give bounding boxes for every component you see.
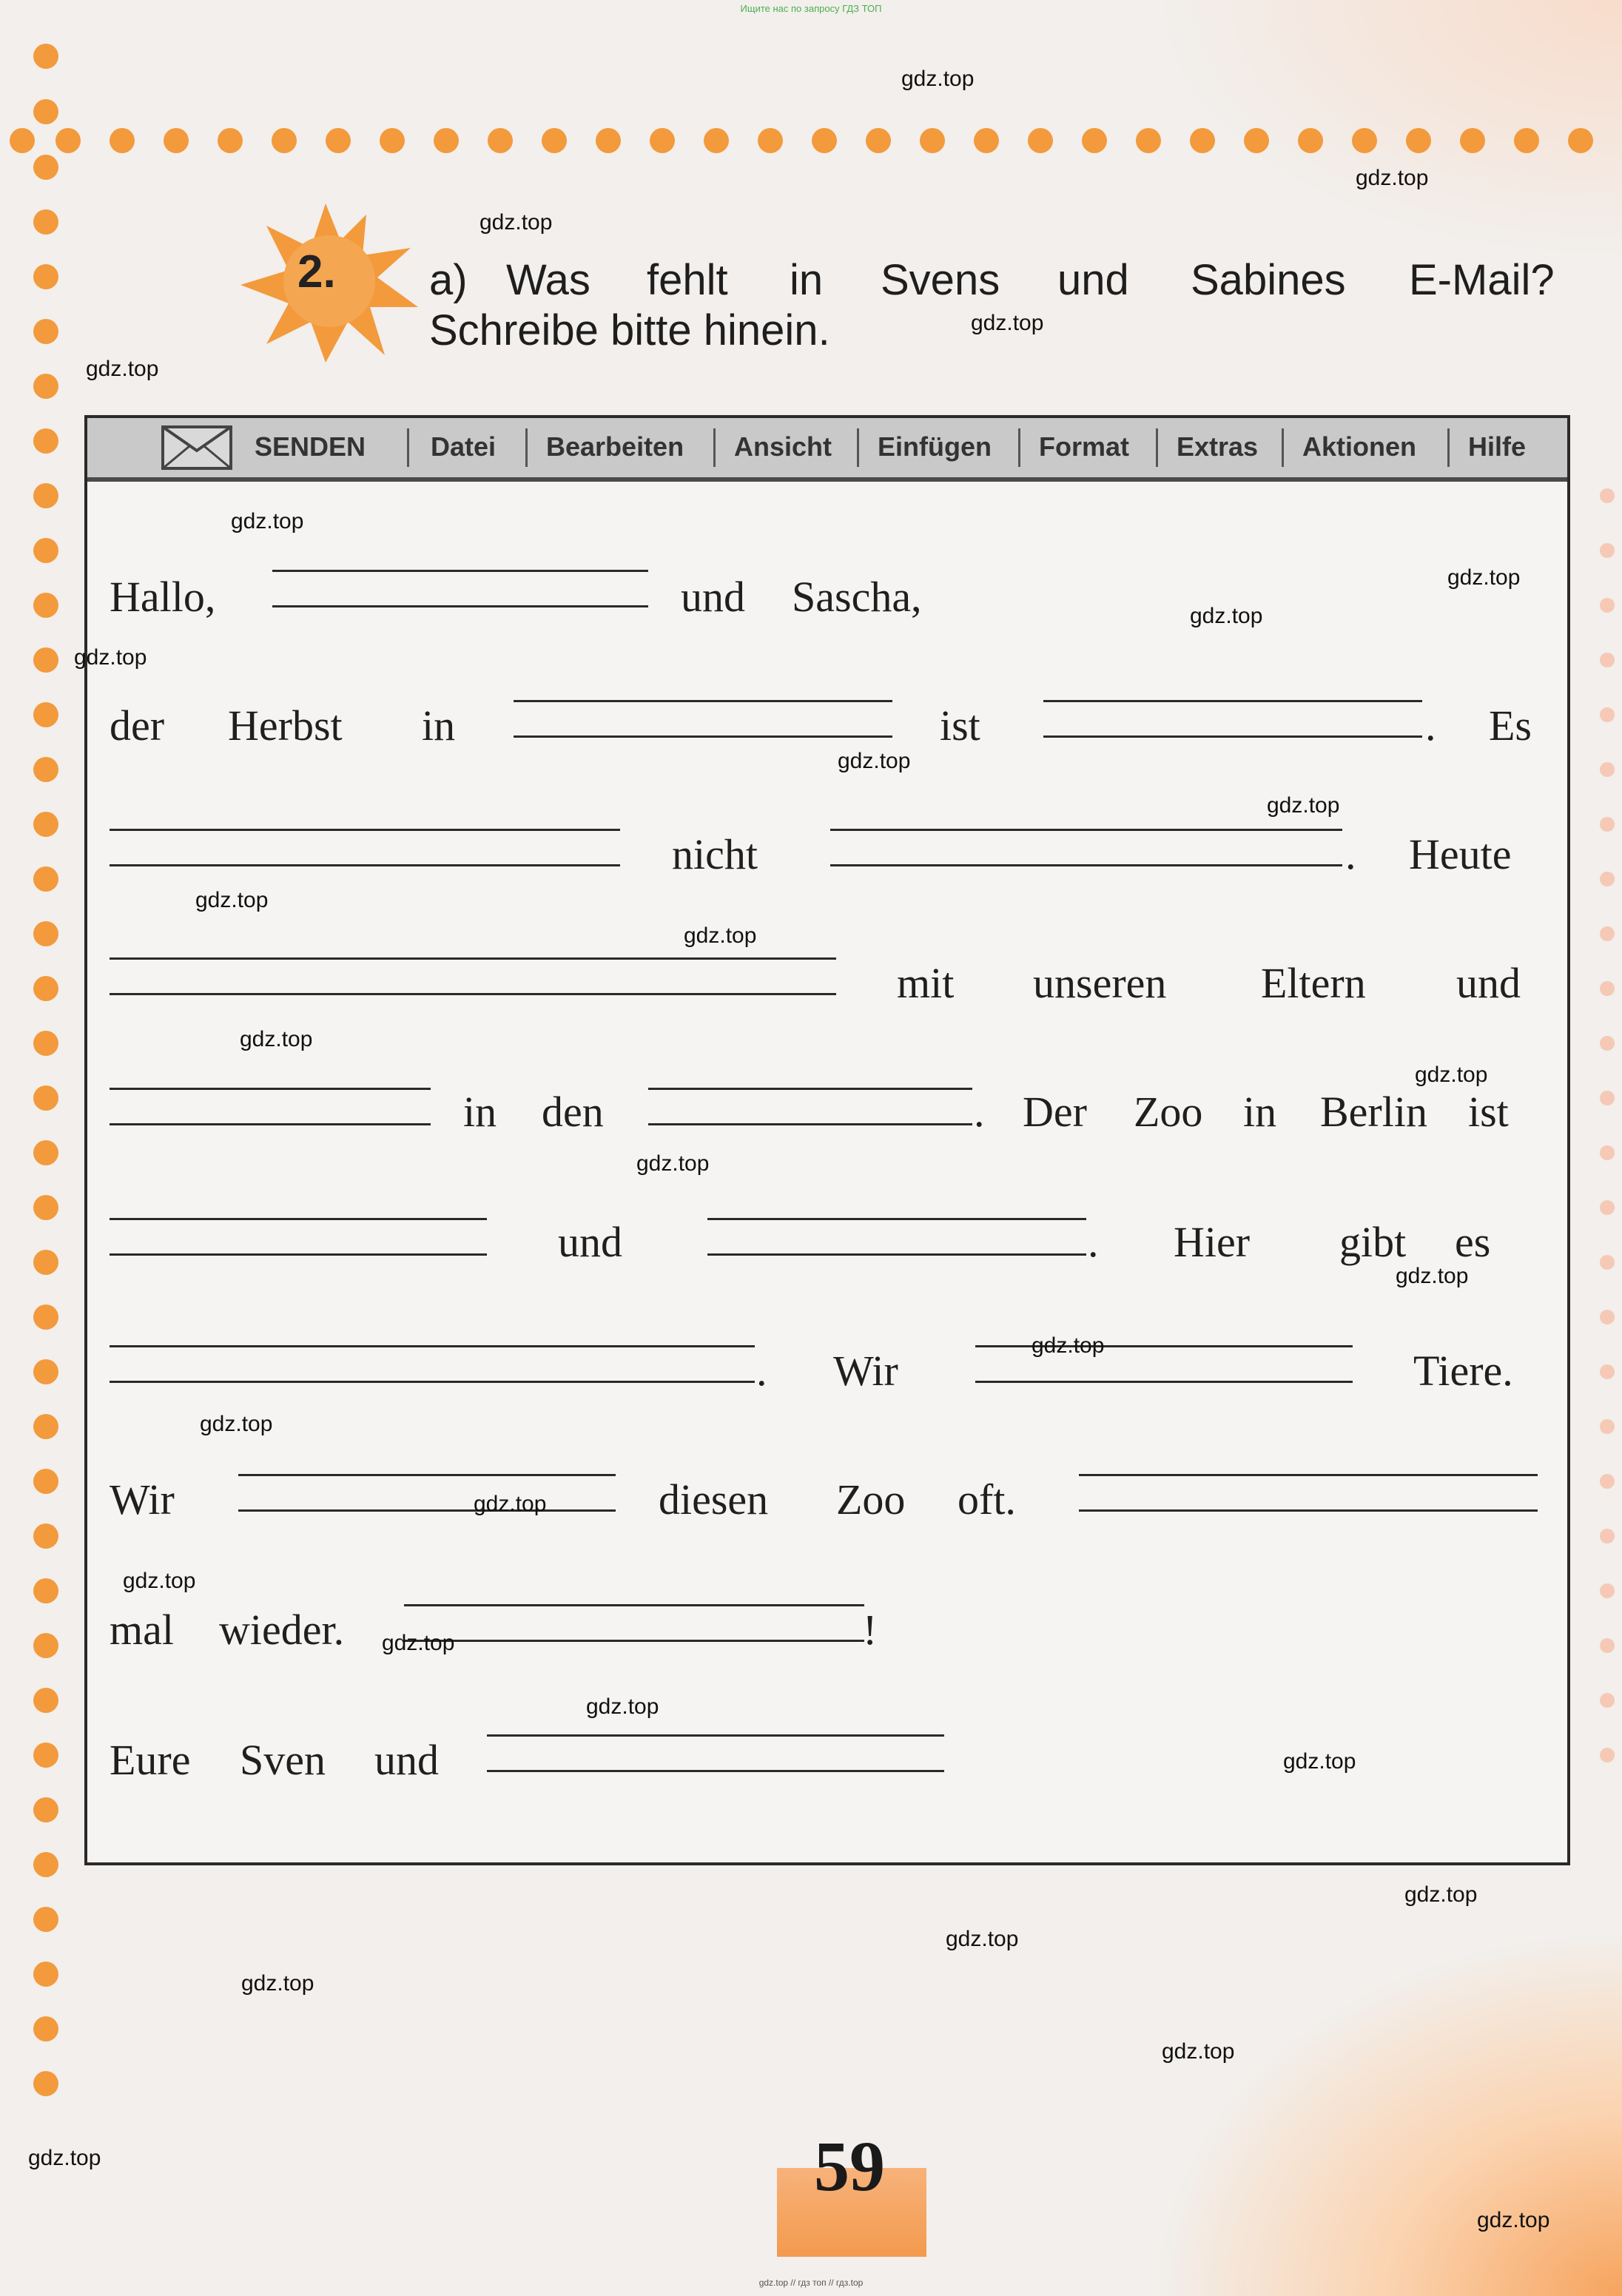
watermark: gdz.top — [28, 2146, 101, 2170]
email-word: Zoo — [1134, 1088, 1203, 1136]
watermark: gdz.top — [1396, 1264, 1469, 1288]
punctuation: . — [756, 1347, 767, 1395]
task-word: in — [790, 256, 824, 304]
task-word: E-Mail? — [1409, 256, 1555, 304]
watermark: gdz.top — [123, 1569, 196, 1593]
answer-blank[interactable] — [404, 1604, 864, 1606]
watermark: gdz.top — [241, 1971, 314, 1996]
watermark: gdz.top — [231, 509, 304, 533]
menu-einfuegen[interactable]: Einfügen — [878, 431, 992, 462]
watermark: gdz.top — [1404, 1882, 1478, 1907]
punctuation: . — [1345, 830, 1356, 878]
answer-blank[interactable] — [110, 1123, 431, 1125]
menu-datei[interactable]: Datei — [431, 431, 497, 462]
email-word: mit — [897, 959, 955, 1007]
email-word: der — [110, 701, 165, 750]
email-word: oft. — [958, 1475, 1016, 1524]
email-word: Wir — [110, 1475, 175, 1524]
watermark: gdz.top — [1447, 565, 1521, 590]
email-word: und — [374, 1736, 439, 1784]
watermark: gdz.top — [971, 311, 1044, 335]
answer-blank[interactable] — [110, 829, 620, 831]
email-word: in — [463, 1088, 497, 1136]
task-word: Sabines — [1191, 256, 1346, 304]
task-word: Svens — [881, 256, 1000, 304]
answer-blank[interactable] — [1043, 700, 1422, 702]
email-word: gibt — [1339, 1218, 1407, 1266]
email-word: Sascha, — [792, 573, 922, 621]
answer-blank[interactable] — [110, 1345, 755, 1347]
watermark: gdz.top — [1283, 1749, 1356, 1774]
menu-aktionen[interactable]: Aktionen — [1302, 431, 1417, 462]
watermark: gdz.top — [240, 1027, 313, 1051]
email-word: Heute — [1409, 830, 1512, 878]
answer-blank[interactable] — [404, 1640, 864, 1642]
email-word: Sven — [240, 1736, 326, 1784]
watermark: gdz.top — [586, 1694, 659, 1719]
email-word: Eure — [110, 1736, 191, 1784]
answer-blank[interactable] — [707, 1218, 1086, 1220]
watermark: gdz.top — [382, 1631, 455, 1655]
answer-blank[interactable] — [1079, 1509, 1538, 1512]
answer-blank[interactable] — [830, 864, 1342, 866]
watermark: gdz.top — [74, 645, 147, 670]
answer-blank[interactable] — [514, 700, 892, 702]
email-word: ist — [1468, 1088, 1509, 1136]
email-word: mal — [110, 1606, 174, 1654]
task-instruction-line2: Schreibe bitte hinein. — [429, 306, 830, 354]
watermark: gdz.top — [200, 1412, 273, 1436]
email-word: und — [681, 573, 745, 621]
task-word: a) — [429, 256, 468, 304]
watermark: gdz.top — [1356, 166, 1429, 190]
watermark: gdz.top — [1415, 1063, 1488, 1087]
answer-blank[interactable] — [272, 605, 648, 607]
watermark: gdz.top — [474, 1492, 547, 1516]
watermark: gdz.top — [636, 1151, 710, 1176]
punctuation: ! — [863, 1606, 878, 1654]
answer-blank[interactable] — [110, 1218, 487, 1220]
email-word: und — [1456, 959, 1521, 1007]
watermark: gdz.top — [1267, 793, 1340, 818]
menu-bearbeiten[interactable]: Bearbeiten — [546, 431, 684, 462]
watermark: gdz.top — [838, 749, 911, 773]
answer-blank[interactable] — [487, 1734, 944, 1737]
answer-blank[interactable] — [110, 1381, 755, 1383]
menu-extras[interactable]: Extras — [1177, 431, 1259, 462]
answer-blank[interactable] — [110, 1253, 487, 1256]
email-word: nicht — [672, 830, 758, 878]
watermark: gdz.top — [195, 888, 269, 912]
email-word: ist — [940, 701, 980, 750]
email-word: Herbst — [228, 701, 343, 750]
punctuation: . — [1088, 1218, 1099, 1266]
email-word: Eltern — [1261, 959, 1366, 1007]
email-word: unseren — [1033, 959, 1167, 1007]
menu-ansicht[interactable]: Ansicht — [734, 431, 832, 462]
task-number: 2. — [297, 246, 336, 297]
task-word: Was — [506, 256, 590, 304]
answer-blank[interactable] — [1043, 735, 1422, 738]
answer-blank[interactable] — [487, 1770, 944, 1772]
answer-blank[interactable] — [975, 1381, 1353, 1383]
answer-blank[interactable] — [648, 1123, 972, 1125]
watermark: gdz.top — [946, 1927, 1019, 1951]
watermark: gdz.top — [901, 67, 975, 91]
answer-blank[interactable] — [110, 993, 836, 995]
watermark: gdz.top — [1477, 2208, 1550, 2232]
email-word: und — [558, 1218, 622, 1266]
email-word: Hier — [1174, 1218, 1251, 1266]
email-word: es — [1455, 1218, 1491, 1266]
task-word: und — [1057, 256, 1129, 304]
answer-blank[interactable] — [110, 864, 620, 866]
watermark: gdz.top — [479, 210, 553, 235]
email-word: in — [1243, 1088, 1277, 1136]
email-word: diesen — [659, 1475, 769, 1524]
menu-format[interactable]: Format — [1039, 431, 1130, 462]
email-word: wieder. — [219, 1606, 345, 1654]
watermark: gdz.top — [86, 357, 159, 381]
menu-senden[interactable]: SENDEN — [255, 431, 366, 462]
task-word: fehlt — [647, 256, 728, 304]
punctuation: . — [974, 1088, 985, 1136]
email-word: Hallo, — [110, 573, 216, 621]
email-word: in — [422, 701, 456, 750]
answer-blank[interactable] — [1079, 1474, 1538, 1476]
email-word: Der — [1023, 1088, 1087, 1136]
punctuation: . — [1425, 701, 1436, 750]
menu-hilfe[interactable]: Hilfe — [1468, 431, 1527, 462]
answer-blank[interactable] — [238, 1474, 616, 1476]
email-word: Wir — [833, 1347, 898, 1395]
email-word: Berlin — [1320, 1088, 1427, 1136]
answer-blank[interactable] — [110, 1088, 431, 1090]
email-word: Zoo — [836, 1475, 906, 1524]
answer-blank[interactable] — [272, 570, 648, 572]
answer-blank[interactable] — [110, 957, 836, 960]
answer-blank[interactable] — [648, 1088, 972, 1090]
watermark: gdz.top — [1162, 2039, 1235, 2064]
page-number: 59 — [814, 2127, 885, 2206]
answer-blank[interactable] — [238, 1509, 616, 1512]
watermark: gdz.top — [1032, 1333, 1105, 1358]
top-note: Ищите нас по запросу ГДЗ ТОП — [740, 3, 882, 14]
email-word: den — [542, 1088, 604, 1136]
email-word: Es — [1489, 701, 1532, 750]
bottom-note: gdz.top // гдз топ // гдз.top — [758, 2278, 864, 2288]
answer-blank[interactable] — [707, 1253, 1086, 1256]
email-word: Tiere. — [1413, 1347, 1513, 1395]
answer-blank[interactable] — [514, 735, 892, 738]
watermark: gdz.top — [1190, 604, 1263, 628]
watermark: gdz.top — [684, 923, 757, 948]
answer-blank[interactable] — [830, 829, 1342, 831]
